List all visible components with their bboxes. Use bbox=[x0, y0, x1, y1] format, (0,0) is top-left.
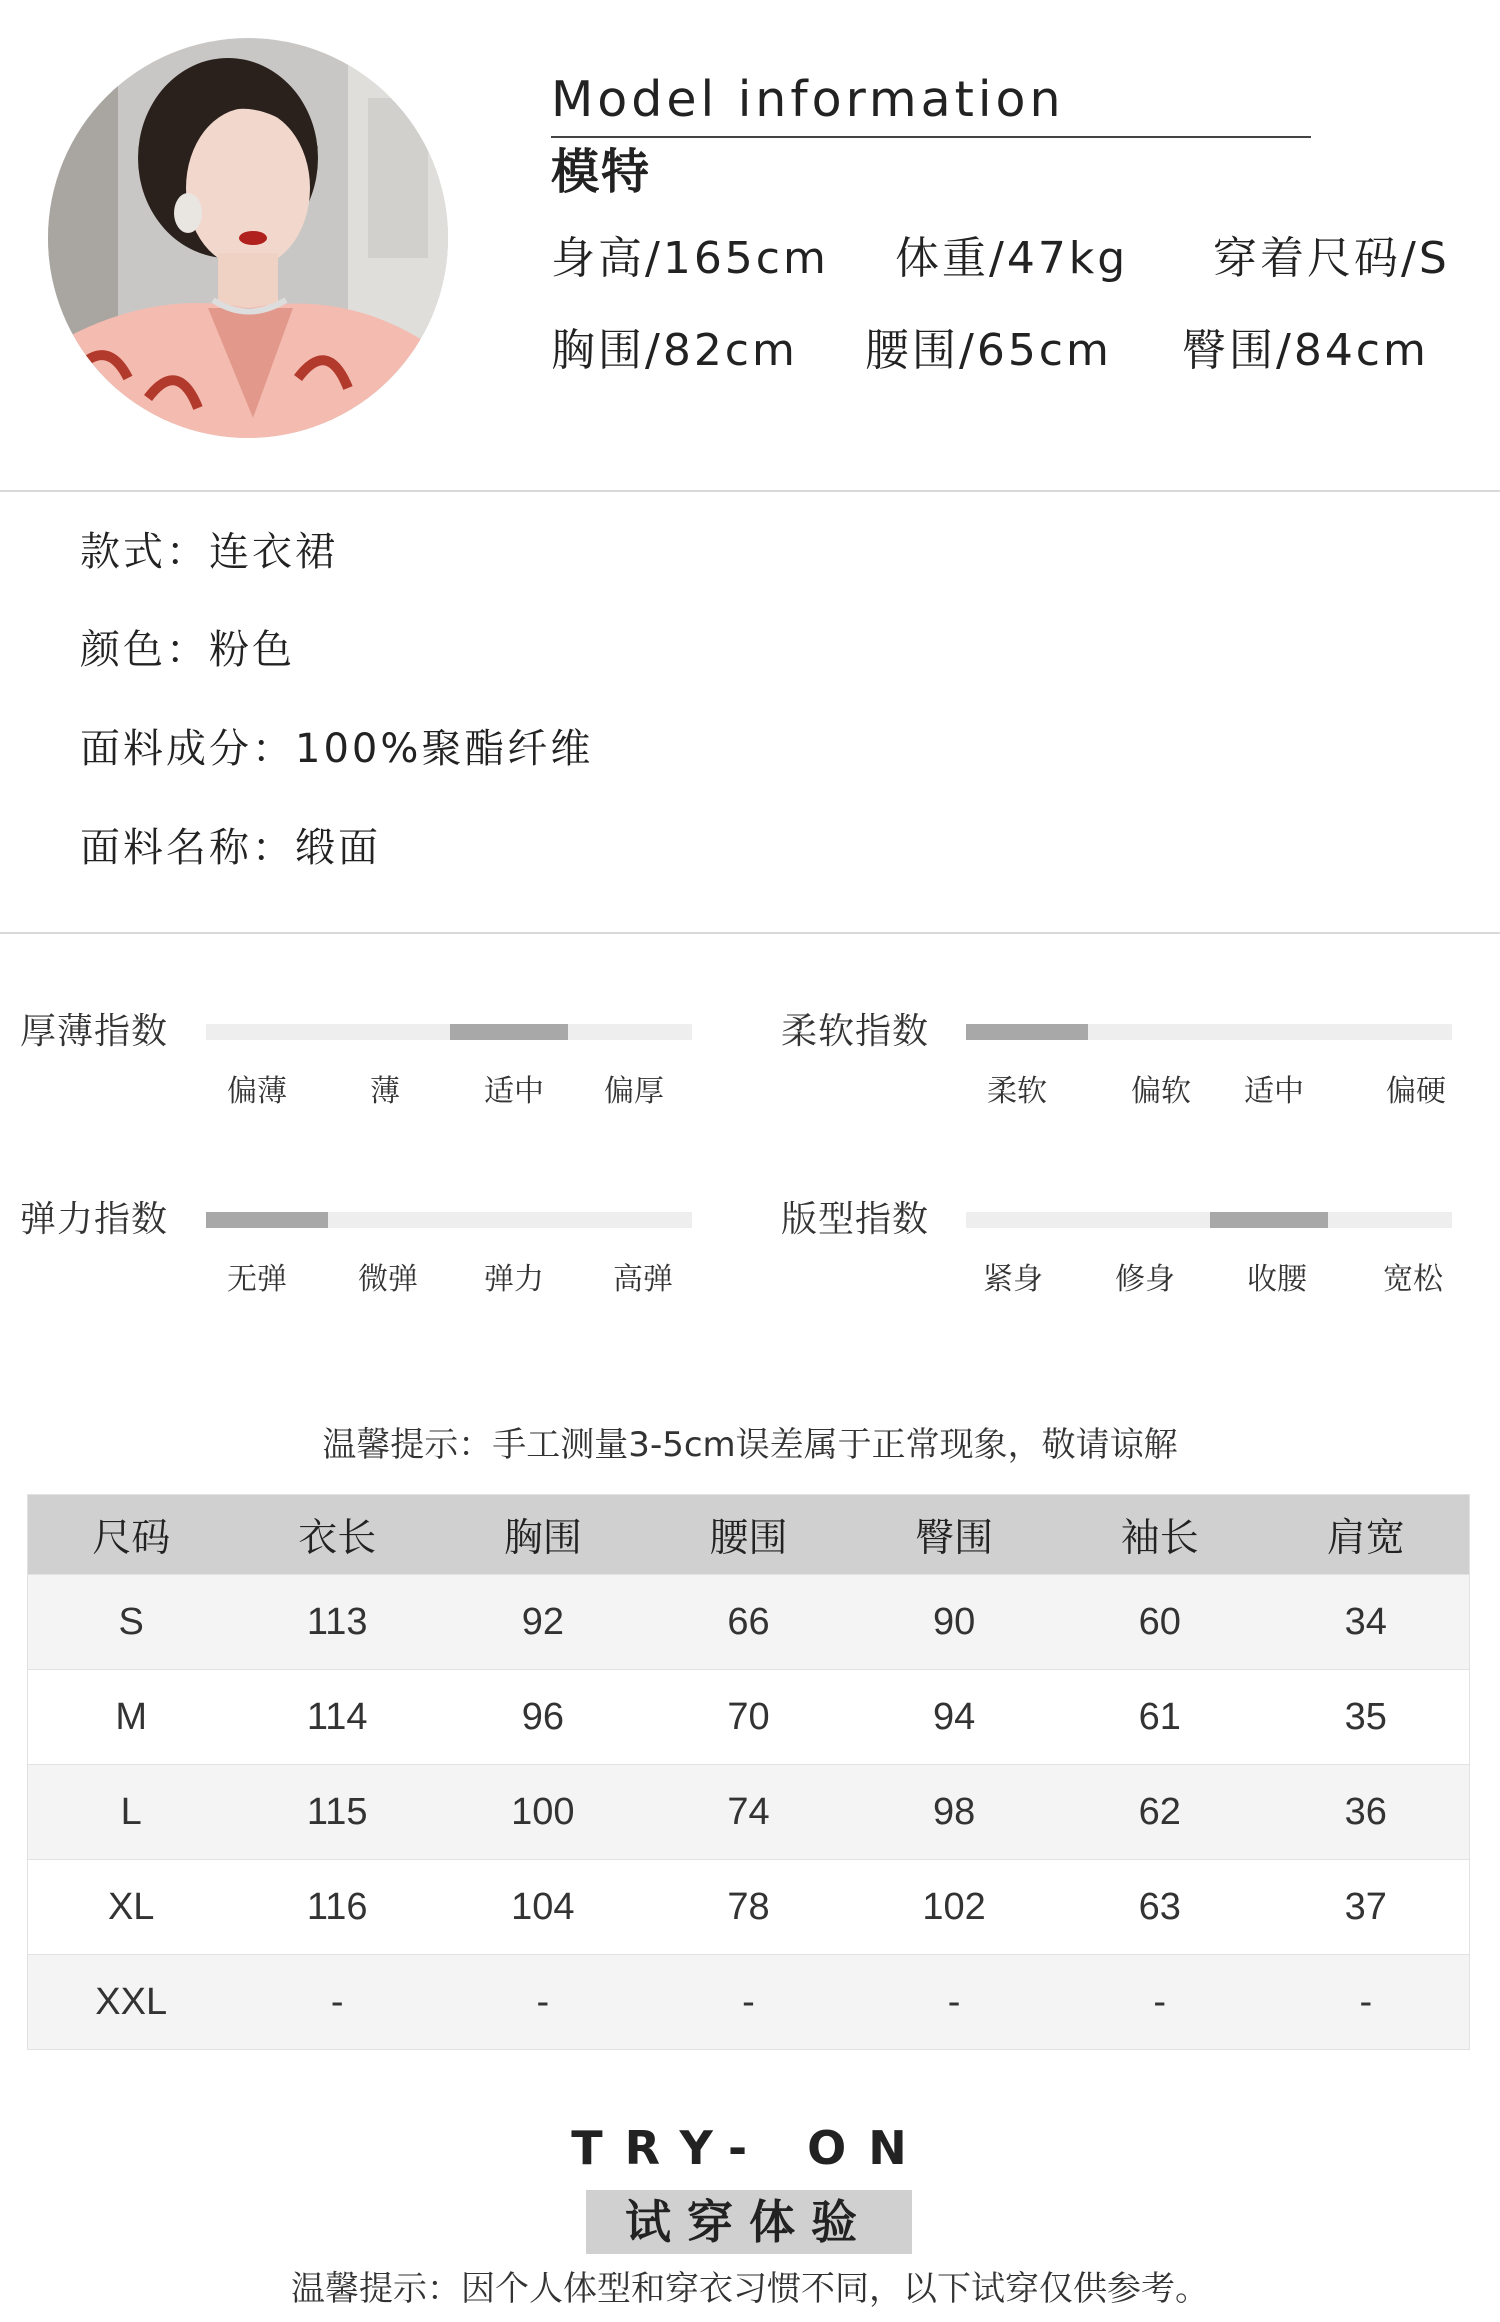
table-cell: 63 bbox=[1057, 1860, 1263, 1955]
title-underline bbox=[551, 136, 1311, 138]
index-track-fit bbox=[966, 1212, 1452, 1228]
table-cell: 96 bbox=[440, 1670, 646, 1765]
attr-style: 款式：连衣裙 bbox=[80, 529, 338, 575]
table-cell: 100 bbox=[440, 1765, 646, 1860]
index-option: 适中 bbox=[484, 1074, 544, 1109]
index-option: 适中 bbox=[1244, 1074, 1304, 1109]
table-cell: XL bbox=[28, 1860, 235, 1955]
table-cell: 116 bbox=[234, 1860, 440, 1955]
index-option: 修身 bbox=[1115, 1262, 1175, 1297]
index-selected-bar bbox=[206, 1212, 328, 1228]
index-option: 偏薄 bbox=[227, 1074, 287, 1109]
index-option: 宽松 bbox=[1383, 1262, 1443, 1297]
table-cell: 36 bbox=[1263, 1765, 1470, 1860]
table-cell: - bbox=[1057, 1955, 1263, 2050]
measure-tip: 温馨提示：手工测量3-5cm误差属于正常现象，敬请谅解 bbox=[322, 1425, 1178, 1465]
index-option: 收腰 bbox=[1247, 1262, 1307, 1297]
table-cell: 90 bbox=[851, 1575, 1057, 1670]
column-header: 尺码 bbox=[28, 1495, 235, 1575]
table-row bbox=[28, 1670, 1470, 1765]
section-divider bbox=[0, 932, 1500, 934]
table-cell: 35 bbox=[1263, 1670, 1470, 1765]
table-cell: 115 bbox=[234, 1765, 440, 1860]
table-cell: - bbox=[234, 1955, 440, 2050]
model-photo bbox=[48, 38, 448, 438]
index-option: 紧身 bbox=[983, 1262, 1043, 1297]
index-option: 偏软 bbox=[1131, 1074, 1191, 1109]
index-track-softness bbox=[966, 1024, 1452, 1040]
tryon-tip: 温馨提示：因个人体型和穿衣习惯不同，以下试穿仅供参考。 bbox=[291, 2269, 1209, 2309]
column-header: 肩宽 bbox=[1263, 1495, 1470, 1575]
table-cell: 66 bbox=[646, 1575, 852, 1670]
table-cell: L bbox=[28, 1765, 235, 1860]
model-weight: 体重/47kg bbox=[895, 233, 1129, 284]
index-label-softness: 柔软指数 bbox=[781, 1011, 930, 1052]
model-waist: 腰围/65cm bbox=[865, 325, 1112, 376]
table-cell: 102 bbox=[851, 1860, 1057, 1955]
table-cell: 92 bbox=[440, 1575, 646, 1670]
column-header: 臀围 bbox=[851, 1495, 1057, 1575]
table-row bbox=[28, 1765, 1470, 1860]
model-bust: 胸围/82cm bbox=[551, 325, 798, 376]
index-selected-bar bbox=[450, 1024, 568, 1040]
table-header-row bbox=[28, 1495, 1470, 1575]
index-option: 偏厚 bbox=[604, 1074, 664, 1109]
index-option: 偏硬 bbox=[1386, 1074, 1446, 1109]
table-cell: 74 bbox=[646, 1765, 852, 1860]
column-header: 衣长 bbox=[234, 1495, 440, 1575]
size-table bbox=[27, 1494, 1470, 2050]
table-cell: M bbox=[28, 1670, 235, 1765]
table-cell: 61 bbox=[1057, 1670, 1263, 1765]
table-cell: 62 bbox=[1057, 1765, 1263, 1860]
model-height: 身高/165cm bbox=[551, 233, 829, 284]
column-header: 腰围 bbox=[646, 1495, 852, 1575]
index-label-elasticity: 弹力指数 bbox=[20, 1199, 169, 1240]
table-cell: 104 bbox=[440, 1860, 646, 1955]
table-cell: - bbox=[440, 1955, 646, 2050]
table-cell: XXL bbox=[28, 1955, 235, 2050]
attr-composition: 面料成分：100%聚酯纤维 bbox=[80, 726, 594, 772]
index-selected-bar bbox=[1210, 1212, 1328, 1228]
index-option: 无弹 bbox=[227, 1262, 287, 1297]
index-option: 微弹 bbox=[358, 1262, 418, 1297]
table-cell: 114 bbox=[234, 1670, 440, 1765]
model-subtitle: 模特 bbox=[551, 144, 652, 200]
table-cell: - bbox=[1263, 1955, 1470, 2050]
column-header: 袖长 bbox=[1057, 1495, 1263, 1575]
model-info-title: Model information bbox=[551, 71, 1065, 128]
section-divider bbox=[0, 490, 1500, 492]
model-size: 穿着尺码/S bbox=[1213, 233, 1450, 284]
index-option: 弹力 bbox=[484, 1262, 544, 1297]
table-cell: - bbox=[851, 1955, 1057, 2050]
index-option: 高弹 bbox=[613, 1262, 673, 1297]
table-cell: 78 bbox=[646, 1860, 852, 1955]
table-cell: 113 bbox=[234, 1575, 440, 1670]
index-selected-bar bbox=[966, 1024, 1088, 1040]
table-cell: - bbox=[646, 1955, 852, 2050]
attr-color: 颜色：粉色 bbox=[80, 627, 295, 673]
table-row bbox=[28, 1955, 1470, 2050]
table-row bbox=[28, 1860, 1470, 1955]
index-track-elasticity bbox=[206, 1212, 692, 1228]
table-row bbox=[28, 1575, 1470, 1670]
index-label-thickness: 厚薄指数 bbox=[20, 1011, 169, 1052]
index-option: 柔软 bbox=[987, 1074, 1047, 1109]
tryon-title-cn: 试穿体验 bbox=[625, 2195, 873, 2249]
index-label-fit: 版型指数 bbox=[781, 1199, 930, 1240]
table-cell: 70 bbox=[646, 1670, 852, 1765]
tryon-title-en: TRY- ON bbox=[571, 2121, 929, 2175]
table-cell: 98 bbox=[851, 1765, 1057, 1860]
index-track-thickness bbox=[206, 1024, 692, 1040]
model-hip: 臀围/84cm bbox=[1182, 325, 1429, 376]
table-cell: 34 bbox=[1263, 1575, 1470, 1670]
table-cell: 94 bbox=[851, 1670, 1057, 1765]
table-cell: 60 bbox=[1057, 1575, 1263, 1670]
table-cell: S bbox=[28, 1575, 235, 1670]
attr-fabric: 面料名称：缎面 bbox=[80, 825, 381, 871]
column-header: 胸围 bbox=[440, 1495, 646, 1575]
index-option: 薄 bbox=[370, 1074, 400, 1109]
table-cell: 37 bbox=[1263, 1860, 1470, 1955]
